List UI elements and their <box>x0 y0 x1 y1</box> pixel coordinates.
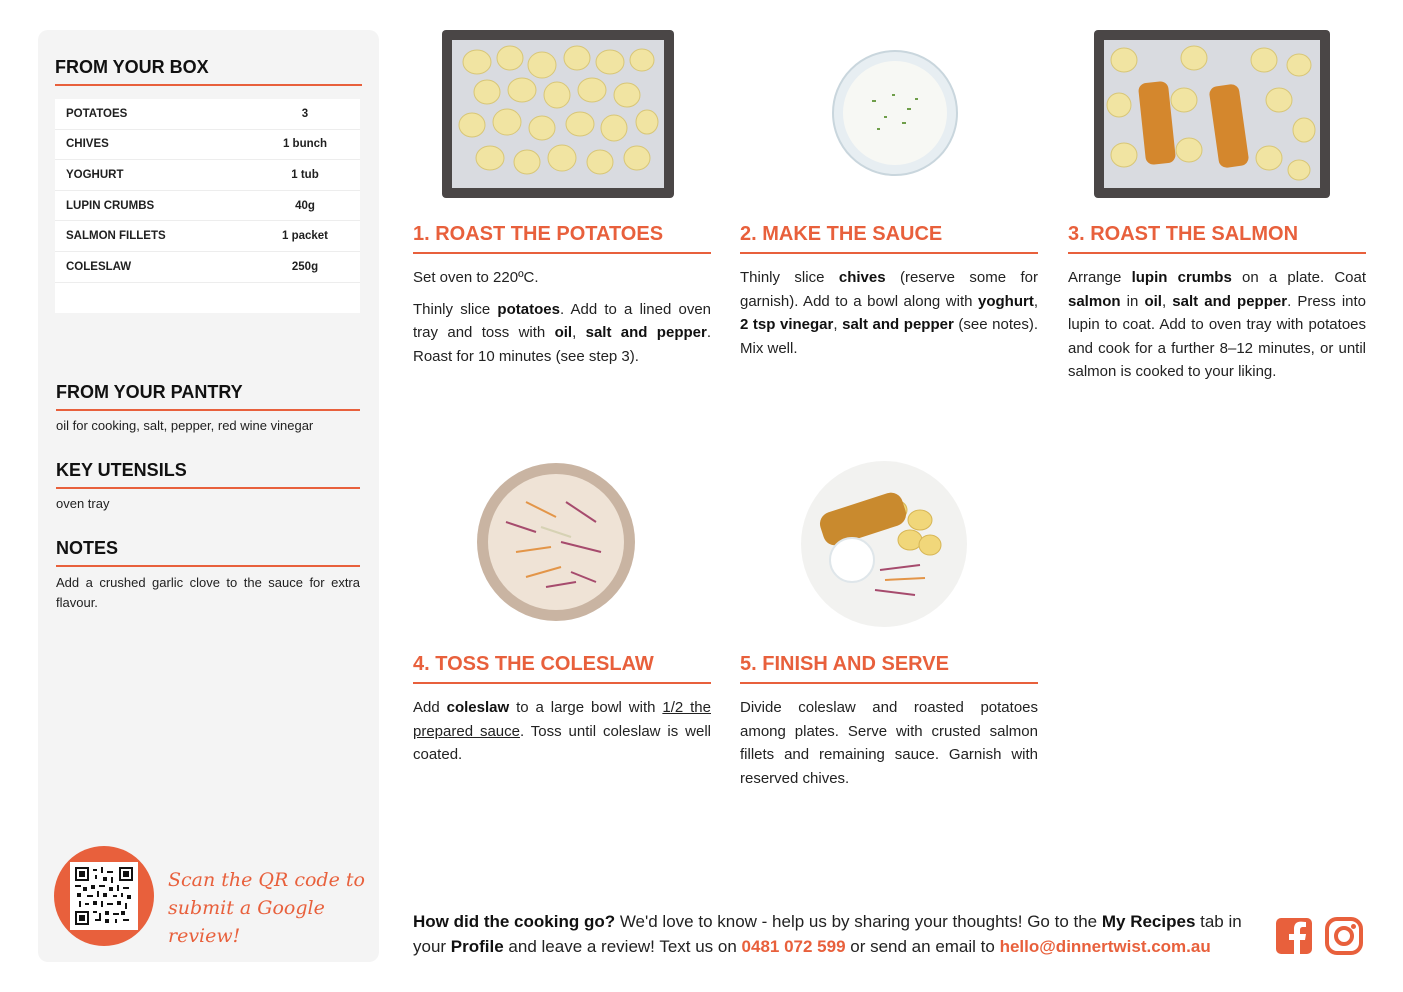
text: (reserve some for garnish). Add to a bowl along with <box>740 269 1039 310</box>
step-1 <box>413 223 711 376</box>
text: Add <box>413 699 447 716</box>
text: in <box>1120 292 1145 310</box>
step-body <box>1068 266 1366 384</box>
finished-plate-image <box>800 460 968 628</box>
table-row <box>55 99 360 130</box>
potatoes-tray-image <box>442 30 674 198</box>
ingredient: potatoes <box>497 300 560 318</box>
table-row <box>55 252 360 283</box>
my-recipes-label: My Recipes <box>1101 912 1196 931</box>
text: , <box>572 324 586 341</box>
facebook-icon[interactable] <box>1275 917 1313 955</box>
qr-caption <box>168 866 368 950</box>
ingredient-name: SALMON FILLETS <box>66 230 166 243</box>
text: to a large bowl with <box>509 699 663 716</box>
ingredient-name: YOGHURT <box>66 168 124 181</box>
step-3 <box>1068 223 1366 392</box>
ingredient-qty: 40g <box>295 199 315 212</box>
text: Thinly slice <box>740 269 839 286</box>
text: and leave a review! Text us on <box>503 937 742 956</box>
text: . Toss until coleslaw is well coated. <box>413 722 711 763</box>
step-paragraph <box>413 696 711 767</box>
ingredient: lupin crumbs <box>1131 269 1232 286</box>
step-2 <box>740 223 1038 368</box>
table-row <box>55 130 360 161</box>
step-4 <box>413 653 711 775</box>
text: . Press into lupin to coat. Add to oven tray with potatoes and cook for a further 8–12 minutes, or until salmon is cooked to your liking. <box>1068 292 1367 380</box>
ingredients-table <box>55 99 360 313</box>
ingredient-qty: 1 bunch <box>282 138 328 151</box>
step-paragraph: Set oven to 220ºC. <box>413 269 539 286</box>
notes-title: NOTES <box>56 538 360 567</box>
ingredient-name: LUPIN CRUMBS <box>66 199 155 212</box>
step-title: 1. ROAST THE POTATOES <box>413 223 711 254</box>
notes-text: Add a crushed garlic clove to the sauce for extra flavour. <box>56 575 360 610</box>
step-title: 5. FINISH AND SERVE <box>740 653 1038 684</box>
ingredient-qty: 3 <box>301 107 309 120</box>
text: or send an email to <box>845 937 1000 956</box>
ingredient-qty: 1 tub <box>291 168 319 181</box>
utensils-text: oven tray <box>56 496 110 511</box>
profile-label: Profile <box>450 937 504 956</box>
text: . Add to a lined oven tray and toss with <box>413 300 712 341</box>
ingredient: yoghurt <box>978 292 1034 310</box>
key-utensils-title: KEY UTENSILS <box>56 460 360 489</box>
text: tab in your <box>413 912 1242 956</box>
email-link[interactable]: hello@dinnertwist.com.au <box>999 937 1211 956</box>
from-your-box-title: FROM YOUR BOX <box>55 57 362 86</box>
ingredient: salmon <box>1068 292 1121 310</box>
feedback-footer <box>413 909 1263 959</box>
qr-caption-line: Scan the QR code to <box>168 869 365 891</box>
ingredient: oil <box>554 324 573 341</box>
ingredient: chives <box>838 269 886 286</box>
text: , <box>1161 292 1173 310</box>
step-paragraph: Divide coleslaw and roasted potatoes among plates. Serve with crusted salmon fillets and remaining sauce. Garnish with reserved chives. <box>740 699 1038 787</box>
step-body <box>413 696 711 767</box>
ingredient-name: COLESLAW <box>66 260 132 273</box>
sauce-bowl-image <box>832 50 958 176</box>
ingredient: oil <box>1144 292 1162 310</box>
step-body <box>740 696 1038 790</box>
ingredient: salt and pepper <box>585 324 707 341</box>
ingredient: salt and pepper <box>1172 292 1288 310</box>
table-row <box>55 221 360 252</box>
qr-code-badge[interactable] <box>54 846 154 946</box>
from-your-pantry-title: FROM YOUR PANTRY <box>56 382 360 411</box>
step-title: 2. MAKE THE SAUCE <box>740 223 1038 254</box>
text: on a plate. Coat <box>1231 269 1366 286</box>
table-row <box>55 191 360 222</box>
pantry-text: oil for cooking, salt, pepper, red wine vinegar <box>56 418 314 433</box>
qr-caption-line: submit a Google review! <box>168 897 325 947</box>
ingredient-name: POTATOES <box>66 107 128 120</box>
feedback-question: How did the cooking go? <box>413 912 616 931</box>
salmon-tray-image <box>1094 30 1330 198</box>
ingredient: coleslaw <box>446 699 510 716</box>
step-body <box>413 266 711 368</box>
step-title: 4. TOSS THE COLESLAW <box>413 653 711 684</box>
step-paragraph <box>413 298 711 369</box>
phone-link[interactable]: 0481 072 599 <box>741 937 846 956</box>
table-row <box>55 160 360 191</box>
text: . Roast for 10 minutes (see step 3). <box>413 324 711 365</box>
step-5 <box>740 653 1038 798</box>
qr-code-icon[interactable] <box>70 862 138 930</box>
coleslaw-bowl-image <box>476 462 636 622</box>
text: (see notes). Mix well. <box>740 316 1038 357</box>
step-paragraph <box>1068 266 1366 384</box>
ingredient: salt and pepper <box>842 316 954 333</box>
text: , <box>833 316 843 333</box>
ingredient-name: CHIVES <box>66 138 109 151</box>
text: , <box>1033 292 1038 310</box>
text: We'd love to know - help us by sharing your thoughts! Go to the <box>615 912 1102 931</box>
instagram-icon[interactable] <box>1325 917 1363 955</box>
sidebar <box>38 30 379 962</box>
step-body <box>740 266 1038 360</box>
text: Arrange <box>1068 269 1132 286</box>
ingredient-qty: 1 packet <box>281 230 329 243</box>
sauce-portion: 1/2 the prepared sauce <box>413 699 711 740</box>
text: Thinly slice <box>413 300 498 318</box>
step-paragraph <box>740 266 1038 360</box>
ingredient: 2 tsp vinegar <box>740 316 834 333</box>
step-title: 3. ROAST THE SALMON <box>1068 223 1366 254</box>
ingredient-qty: 250g <box>291 260 319 273</box>
